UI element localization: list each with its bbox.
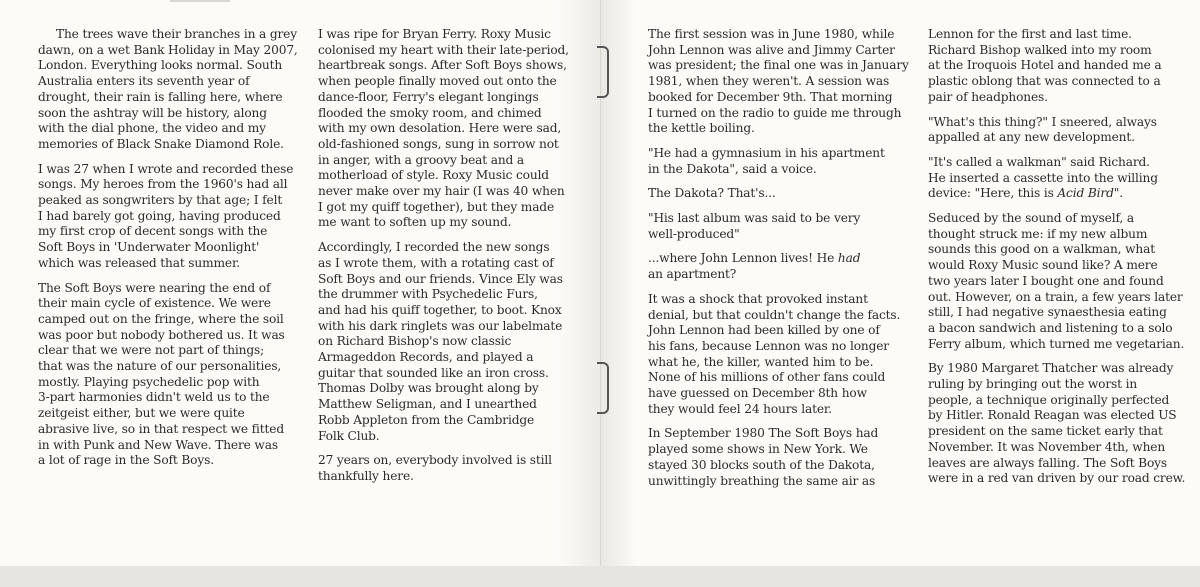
staple-top <box>597 46 609 98</box>
text-column-4 <box>928 27 1190 496</box>
text-column-2 <box>318 27 580 494</box>
paragraph: The Soft Boys were nearing the end of their main cycle of existence. We were camped out on the fringe, where the soil was poor but nobody bothered us. It was clear that we were not part of things; that was the nature of our personalities, mostly. Playing psychedelic pop with 3-part harmonies didn't weld us to the zeitgeist either, but we were quite abrasive live, so in that respect we fitted in with Punk and New Wave. There was a lot of rage in the Soft Boys. <box>38 280 285 468</box>
paragraph: By 1980 Margaret Thatcher was already ruling by bringing out the worst in people, a technique originally perfected by Hitler. Ronald Reagan was elected US president on the same ticket early that November. It was November 4th, when leaves are always falling. The Soft Boys were in a red van driven by our road crew. <box>928 361 1186 486</box>
text-column-3 <box>648 27 910 498</box>
paragraph: ...where John Lennon lives! He had an apartment? <box>648 251 861 282</box>
paragraph: "He had a gymnasium in his apartment in the Dakota", said a voice. <box>648 145 885 176</box>
paragraph: Lennon for the first and last time. Richard Bishop walked into my room at the Iroquois Hotel and handed me a plastic oblong that was connected to a pair of headphones. <box>928 27 1162 104</box>
cropped-heading-fragment <box>170 0 230 2</box>
paragraph: The first session was in June 1980, while John Lennon was alive and Jimmy Carter was president; the final one was in January 1981, when they weren't. A session was booked for December 9th. That morning I turned on the radio to guide me through the kettle boiling. <box>648 27 909 136</box>
paragraph: 27 years on, everybody involved is still thankfully here. <box>318 453 552 483</box>
paragraph: The Dakota? That's... <box>648 186 776 201</box>
paragraph: Accordingly, I recorded the new songs as I wrote them, with a rotating cast of Soft Boys and our friends. Vince Ely was the drummer with Psychedelic Furs, and had his quiff together, to boot. Knox with his dark ringlets was our labelmate on Richard Bishop's now classic Armageddon Records, and played a guitar that sounded like an iron cross. Thomas Dolby was brought along by Matthew Seligman, and I unearthed Robb Appleton from the Cambridge Folk Club. <box>318 240 563 443</box>
paragraph: I was ripe for Bryan Ferry. Roxy Music colonised my heart with their late-period, heartbreak songs. After Soft Boys shows, when people finally moved out onto the dance-floor, Ferry's elegant longings flooded the smoky room, and chimed with my own desolation. Here were sad, old-fashioned songs, sung in sorrow not in anger, with a groovy beat and a motherload of style. Roxy Music could never make over my hair (I was 40 when I got my quiff together), but they made me want to soften up my sound. <box>318 27 569 230</box>
paragraph: It was a shock that provoked instant denial, but that couldn't change the facts. John Lennon had been killed by one of his fans, because Lennon was no longer what he, the killer, wanted him to be. None of his millions of other fans could have guessed on December 8th how they would feel 24 hours later. <box>648 291 901 416</box>
paragraph: "It's called a walkman" said Richard. He inserted a cassette into the willing device: "Here, this is Acid Bird". <box>928 154 1158 201</box>
paragraph: I was 27 when I wrote and recorded these songs. My heroes from the 1960's had all peaked as songwriters by that age; I felt I had barely got going, having produced my first crop of decent songs with the Soft Boys in 'Underwater Moonlight' which was released that summer. <box>38 161 294 270</box>
paragraph: Seduced by the sound of myself, a thought struck me: if my new album sounds this good on a walkman, what would Roxy Music sound like? A mere two years later I bought one and found out. However, on a train, a few years later still, I had negative synaesthesia eating a bacon sandwich and listening to a solo Ferry album, which turned me vegetarian. <box>928 211 1185 351</box>
paragraph: The trees wave their branches in a grey dawn, on a wet Bank Holiday in May 2007, London. Everything looks normal. South Australia enters its seventh year of drought, their rain is falling here, where soon the ashtray will be history, along with the dial phone, the video and my memories of Black Snake Diamond Role. <box>38 27 298 151</box>
paragraph: "His last album was said to be very well-produced" <box>648 211 861 241</box>
text-column-1 <box>38 27 300 478</box>
staple-bottom <box>597 362 609 414</box>
scan-background-strip <box>0 566 1200 587</box>
paragraph: In September 1980 The Soft Boys had played some shows in New York. We stayed 30 blocks south of the Dakota, unwittingly breathing the same air as <box>648 426 879 488</box>
paragraph: "What's this thing?" I sneered, always appalled at any new development. <box>928 114 1157 145</box>
